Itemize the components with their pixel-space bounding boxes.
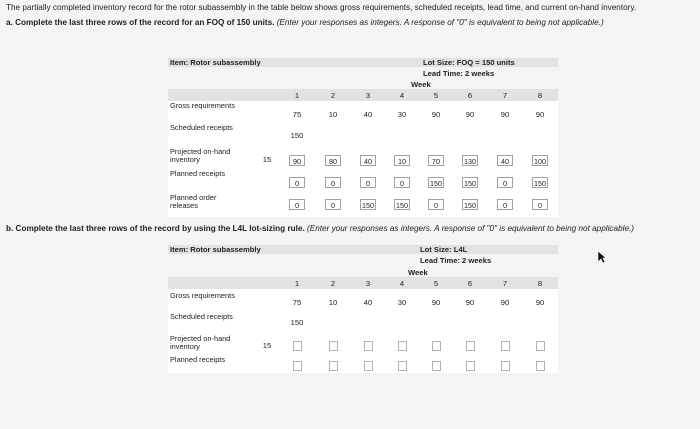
part-b-lead-time: Lead Time: 2 weeks: [420, 256, 492, 265]
week-header: 5: [433, 91, 439, 100]
planned-receipt-input[interactable]: [432, 361, 441, 371]
planned-receipt-input[interactable]: 0: [289, 177, 305, 188]
poh-input[interactable]: 130: [464, 157, 476, 166]
gross-requirement-cell: 90: [500, 110, 510, 119]
planned-release-input[interactable]: 0: [325, 199, 341, 210]
planned-receipt-input[interactable]: 0: [497, 177, 513, 188]
part-b-question: [6, 224, 634, 233]
week-header: 4: [399, 279, 405, 288]
planned-release-input[interactable]: 0: [428, 199, 444, 210]
poh-input[interactable]: [329, 341, 338, 351]
gross-requirement-cell: 30: [397, 110, 407, 119]
week-header: 6: [467, 279, 473, 288]
poh-input[interactable]: 80: [325, 155, 341, 166]
week-header: 2: [330, 279, 336, 288]
planned-release-input[interactable]: 150: [396, 201, 408, 210]
planned-receipt-input[interactable]: [536, 361, 545, 371]
row-label-poh: Projected on-hand inventory: [170, 147, 231, 165]
poh-input[interactable]: 70: [428, 155, 444, 166]
planned-receipt-input[interactable]: 150: [464, 179, 476, 188]
b-row-label-gross: Gross requirements: [170, 291, 235, 300]
poh-input[interactable]: 40: [497, 155, 513, 166]
week-header: 1: [294, 279, 300, 288]
poh-input[interactable]: [432, 341, 441, 351]
scheduled-receipt-cell: 150: [290, 318, 304, 327]
poh-input[interactable]: 90: [289, 155, 305, 166]
b-row-label-planned: Planned receipts: [170, 355, 226, 364]
part-a-week-label: Week: [411, 80, 431, 89]
poh-input[interactable]: [501, 341, 510, 351]
planned-receipt-input[interactable]: [293, 361, 302, 371]
planned-receipt-input[interactable]: 0: [394, 177, 410, 188]
gross-requirement-cell: 10: [328, 110, 338, 119]
planned-receipt-input[interactable]: [329, 361, 338, 371]
planned-receipt-input[interactable]: 0: [360, 177, 376, 188]
scheduled-receipt-cell: 150: [290, 131, 304, 140]
b-row-label-scheduled: Scheduled receipts: [170, 312, 233, 321]
part-b-item: Item: Rotor subassembly: [170, 245, 261, 254]
poh-input[interactable]: [466, 341, 475, 351]
b-row-label-poh: Projected on-hand inventory: [170, 334, 231, 352]
part-a-question: [6, 18, 604, 27]
b-poh-initial: 15: [262, 341, 272, 350]
poh-input[interactable]: [364, 341, 373, 351]
part-a-lead-time: Lead Time: 2 weeks: [423, 69, 495, 78]
part-a-prefix: a. Complete the last three rows of the record for an FOQ of 150 units.: [6, 18, 275, 27]
week-header: 1: [294, 91, 300, 100]
planned-receipt-input[interactable]: 0: [325, 177, 341, 188]
gross-requirement-cell: 40: [363, 298, 373, 307]
poh-input[interactable]: 100: [534, 157, 546, 166]
poh-input[interactable]: [536, 341, 545, 351]
gross-requirement-cell: 90: [431, 110, 441, 119]
week-header: 6: [467, 91, 473, 100]
gross-requirement-cell: 90: [465, 298, 475, 307]
poh-initial: 15: [262, 155, 272, 164]
part-b-lot-size: Lot Size: L4L: [420, 245, 468, 254]
gross-requirement-cell: 10: [328, 298, 338, 307]
problem-intro: The partially completed inventory record for the rotor subassembly in the table below shows gross requirements, scheduled receipts, lead time, and current on-hand inventory.: [6, 3, 637, 12]
gross-requirement-cell: 90: [465, 110, 475, 119]
planned-receipt-input[interactable]: [466, 361, 475, 371]
week-header: 7: [502, 91, 508, 100]
week-header: 4: [399, 91, 405, 100]
week-header: 8: [537, 279, 543, 288]
week-header: 3: [365, 91, 371, 100]
row-label-release: Planned order releases: [170, 193, 217, 211]
poh-input[interactable]: 10: [394, 155, 410, 166]
gross-requirement-cell: 90: [431, 298, 441, 307]
part-a-item: Item: Rotor subassembly: [170, 58, 261, 67]
week-header: 2: [330, 91, 336, 100]
gross-requirement-cell: 90: [500, 298, 510, 307]
planned-receipt-input[interactable]: [398, 361, 407, 371]
planned-release-input[interactable]: 150: [464, 201, 476, 210]
gross-requirement-cell: 40: [363, 110, 373, 119]
part-a-instructions: (Enter your responses as integers. A response of "0" is equivalent to being not applicable.): [276, 18, 604, 27]
row-label-planned: Planned receipts: [170, 169, 226, 178]
poh-input[interactable]: [398, 341, 407, 351]
poh-input[interactable]: [293, 341, 302, 351]
mouse-pointer-icon: [597, 250, 607, 264]
row-label-gross: Gross requirements: [170, 101, 235, 110]
week-header: 8: [537, 91, 543, 100]
planned-release-input[interactable]: 0: [289, 199, 305, 210]
poh-input[interactable]: 40: [360, 155, 376, 166]
gross-requirement-cell: 30: [397, 298, 407, 307]
planned-release-input[interactable]: 150: [362, 201, 374, 210]
gross-requirement-cell: 90: [535, 298, 545, 307]
gross-requirement-cell: 75: [292, 110, 302, 119]
planned-release-input[interactable]: 0: [532, 199, 548, 210]
part-b-prefix: b. Complete the last three rows of the record by using the L4L lot-sizing rule.: [6, 224, 305, 233]
planned-release-input[interactable]: 0: [497, 199, 513, 210]
week-header: 3: [365, 279, 371, 288]
planned-receipt-input[interactable]: [364, 361, 373, 371]
row-label-scheduled: Scheduled receipts: [170, 123, 233, 132]
gross-requirement-cell: 90: [535, 110, 545, 119]
planned-receipt-input[interactable]: [501, 361, 510, 371]
planned-receipt-input[interactable]: 150: [534, 179, 546, 188]
week-header: 7: [502, 279, 508, 288]
part-b-week-label: Week: [408, 268, 428, 277]
part-a-lot-size: Lot Size: FOQ = 150 units: [423, 58, 515, 67]
week-header: 5: [433, 279, 439, 288]
gross-requirement-cell: 75: [292, 298, 302, 307]
part-b-instructions: (Enter your responses as integers. A response of "0" is equivalent to being not applicable.): [307, 224, 634, 233]
planned-receipt-input[interactable]: 150: [430, 179, 442, 188]
